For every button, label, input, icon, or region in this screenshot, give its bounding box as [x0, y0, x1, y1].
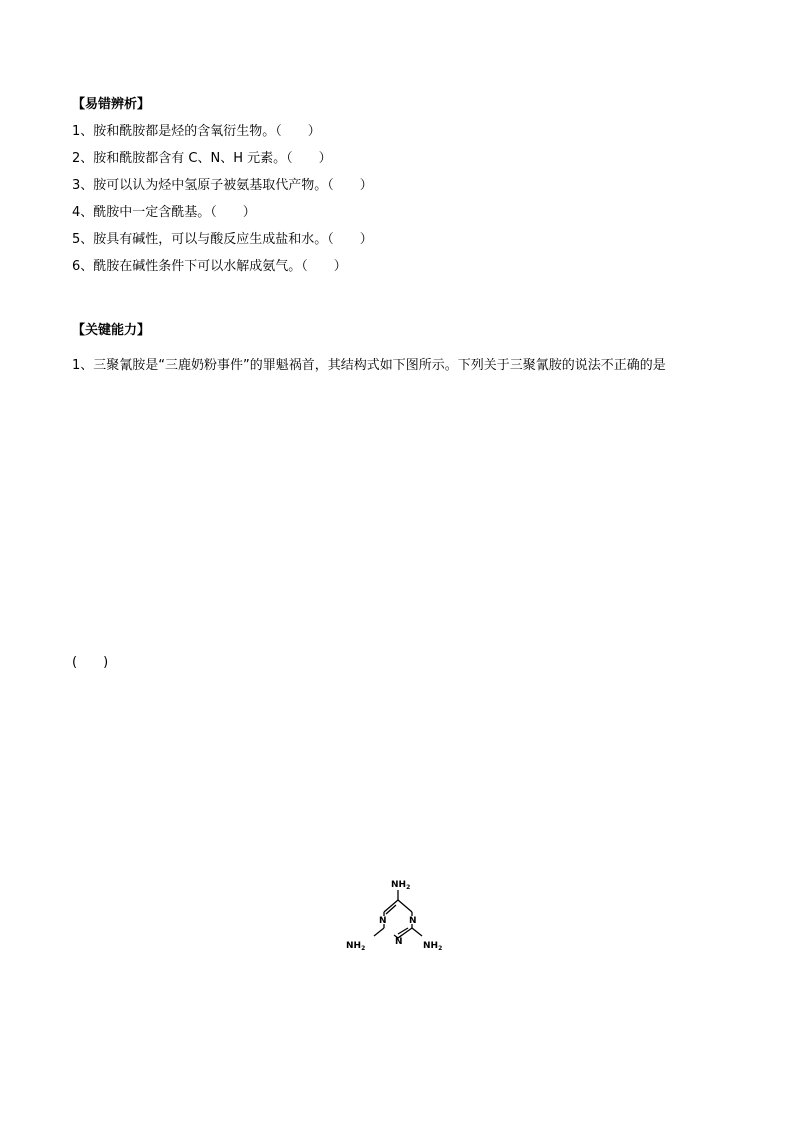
ring-nitrogen-right: N [409, 916, 417, 926]
question-1: 1、三聚氰胺是“三鹿奶粉事件”的罪魁祸首，其结构式如下图所示。下列关于三聚氰胺的说法不正确的是 [72, 358, 666, 373]
ring-nitrogen-left: N [379, 916, 387, 926]
statement-1: 1、胺和酰胺都是烃的含氧衍生物。（ ） [72, 124, 321, 139]
statement-5: 5、胺具有碱性，可以与酸反应生成盐和水。（ ） [72, 232, 373, 247]
section-heading-key-abilities: 【关键能力】 [72, 323, 151, 338]
section-heading-common-errors: 【易错辨析】 [72, 97, 151, 112]
statement-2: 2、胺和酰胺都含有 C、N、H 元素。（ ） [72, 151, 332, 166]
amine-label-right: $NH_2$ [423, 941, 443, 952]
ring-nitrogen-bottom: N [395, 937, 403, 947]
amine-label-left: $NH_2$ [346, 941, 366, 952]
statement-4: 4、酰胺中一定含酰基。（ ） [72, 205, 256, 220]
amine-label-top: $NH_2$ [391, 880, 411, 891]
statement-3: 3、胺可以认为烃中氢原子被氨基取代产物。（ ） [72, 178, 373, 193]
answer-blank: ( ) [72, 655, 109, 670]
melamine-structure-diagram [338, 870, 458, 965]
statement-6: 6、酰胺在碱性条件下可以水解成氨气。（ ） [72, 259, 347, 274]
